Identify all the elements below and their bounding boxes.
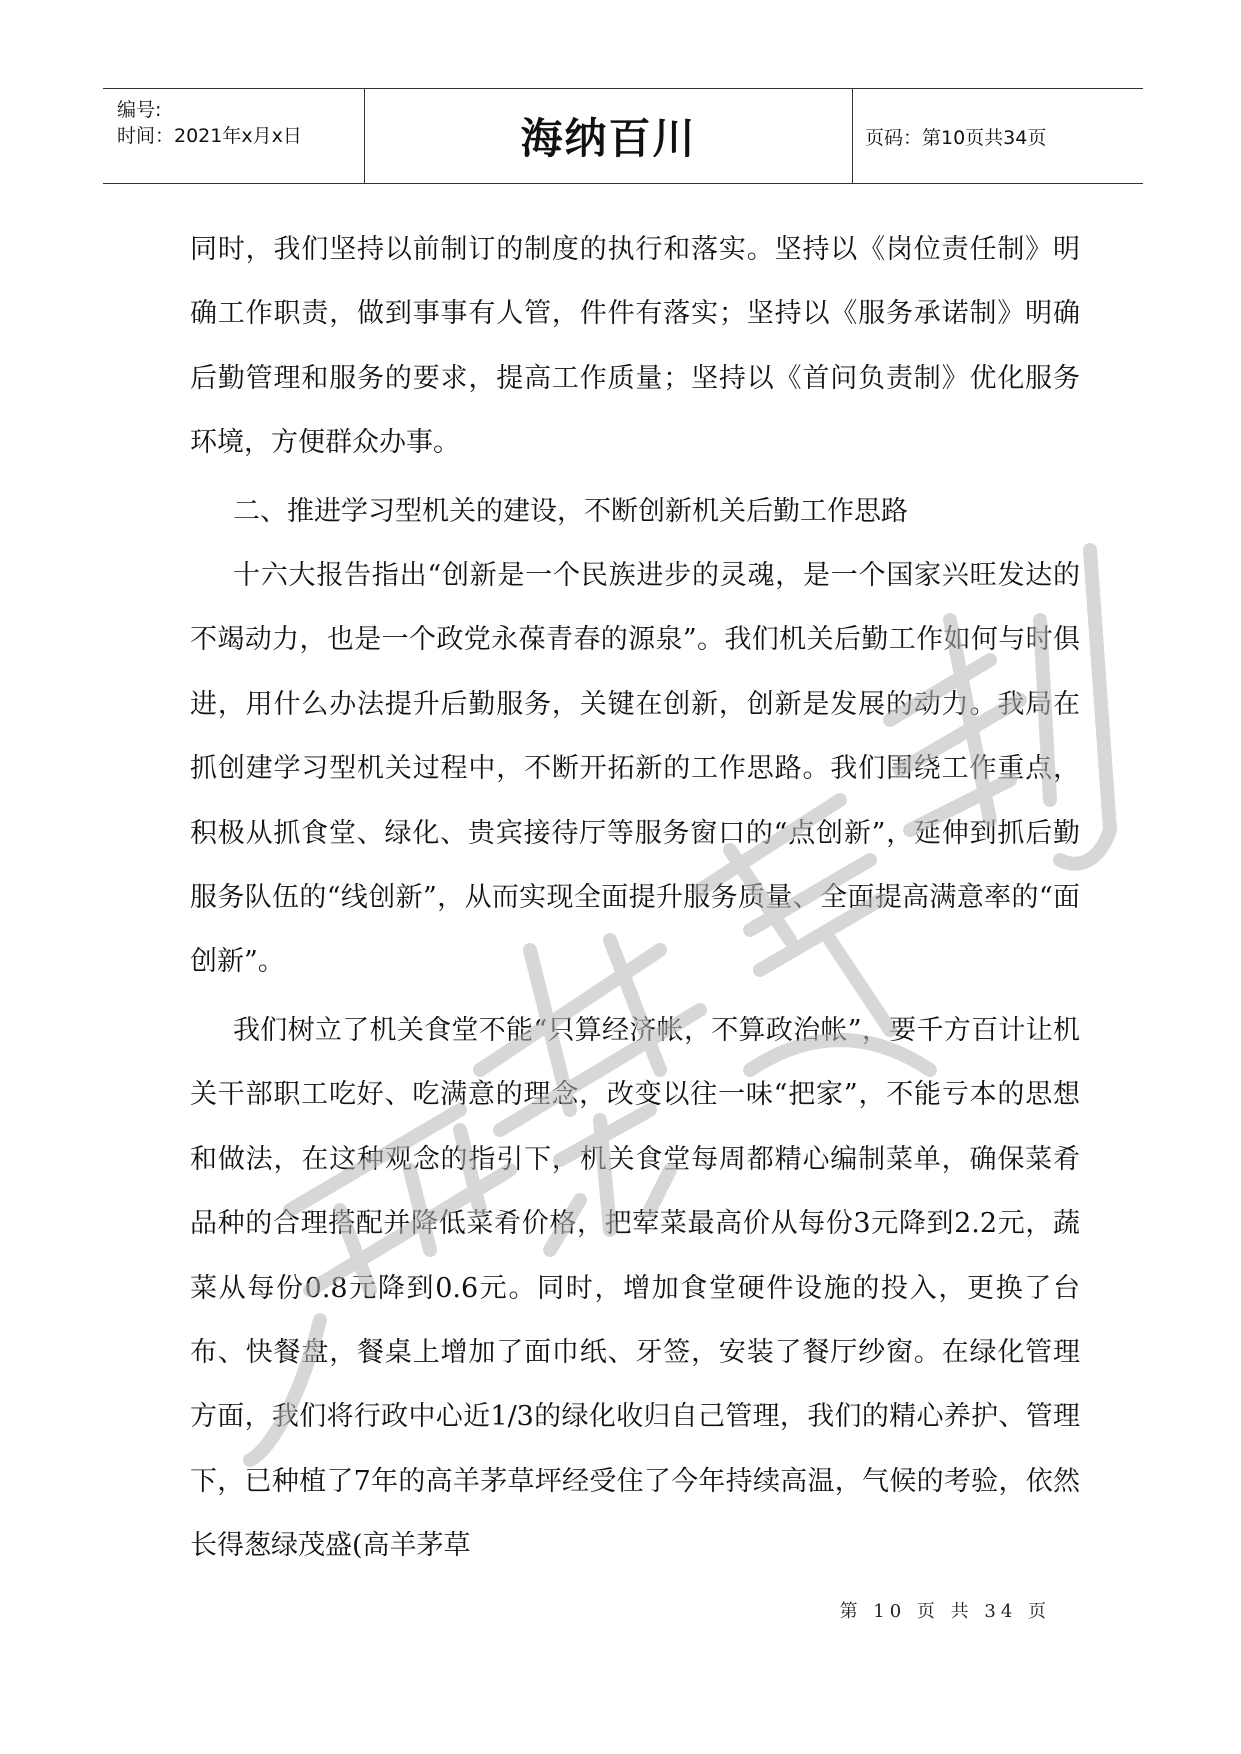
paragraph-2: 十六大报告指出“创新是一个民族进步的灵魂，是一个国家兴旺发达的不竭动力，也是一个政党永葆青春的源泉”。我们机关后勤工作如何与时俱进，用什么办法提升后勤服务，关键在创新，创新是发展的动力。我局在抓创建学习型机关过程中，不断开拓新的工作思路。我们围绕工作重点，积极从抓食堂、绿化、贵宾接待厅等服务窗口的“点创新”，延伸到抓后勤服务队伍的“线创新”，从而实现全面提升服务质量、全面提高满意率的“面创新”。 [190, 560, 1080, 978]
document-header [103, 88, 1143, 184]
document-body [190, 218, 1080, 1579]
section-heading: 二、推进学习型机关的建设，不断创新机关后勤工作思路 [233, 495, 908, 527]
paragraph-1: 同时，我们坚持以前制订的制度的执行和落实。坚持以《岗位责任制》明确工作职责，做到事事有人管，件件有落实；坚持以《服务承诺制》明确后勤管理和服务的要求，提高工作质量；坚持以《首问负责制》优化服务环境，方便群众办事。 [190, 234, 1080, 459]
header-meta [103, 89, 365, 183]
page-footer: 第 10 页 共 34 页 [839, 1601, 1051, 1622]
header-title: 海纳百川 [365, 89, 853, 183]
header-page-number: 页码：第10页共34页 [865, 126, 1047, 149]
serial-number-label: 编号: [117, 99, 162, 121]
paragraph-3: 我们树立了机关食堂不能“只算经济帐，不算政治帐”，要千方百计让机关干部职工吃好、吃满意的理念，改变以往一味“把家”，不能亏本的思想和做法，在这种观念的指引下，机关食堂每周都精心编制菜单，确保菜肴品种的合理搭配并降低菜肴价格，把荤菜最高价从每份3元降到2.2元，蔬菜从每份0.8元降到0.6元。同时，增加食堂硬件设施的投入，更换了台布、快餐盘，餐桌上增加了面巾纸、牙签，安装了餐厅纱窗。在绿化管理方面，我们将行政中心近1/3的绿化收归自己管理，我们的精心养护、管理下，已种植了7年的高羊茅草坪经受住了今年持续高温，气候的考验，依然长得葱绿茂盛(高羊茅草 [190, 1014, 1080, 1562]
time-label: 时间：2021年x月x日 [117, 125, 302, 147]
